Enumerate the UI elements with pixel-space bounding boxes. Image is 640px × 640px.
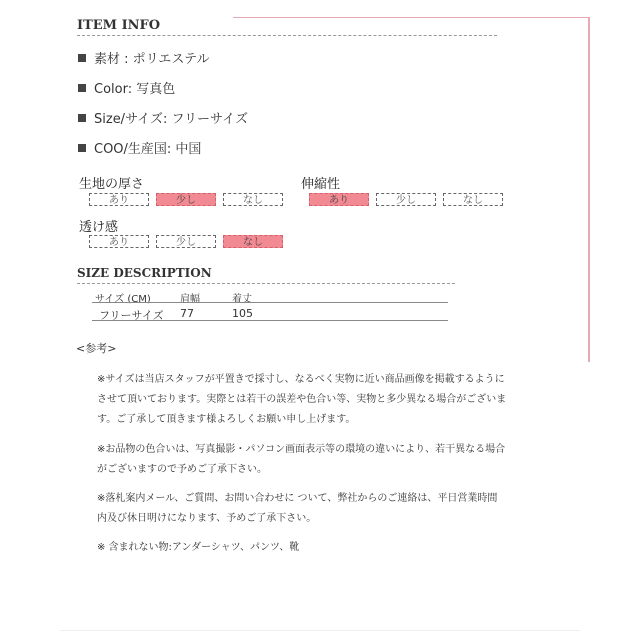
bullet-icon	[78, 144, 86, 152]
info-row-color	[78, 78, 175, 97]
transparency-option-sukoshi: 少し	[156, 235, 216, 248]
transparency-option-ari: あり	[89, 235, 149, 248]
note-not-included: ※ 含まれない物:アンダーシャツ、パンツ、靴	[97, 542, 300, 553]
note-measurement: ※サイズは当店スタッフが平置きで採寸し、なるべく実物に近い商品画像を掲載するようにさせて頂いております。実際とは若干の誤差や色合い等、実物と多少異なる場合がございます。ご了承して頂きます様よろしくお願い申し上げます。	[97, 374, 507, 425]
size-header-length: 着丈	[232, 294, 252, 305]
bullet-icon	[78, 114, 86, 122]
thickness-option-sukoshi: 少し	[156, 193, 216, 206]
bullet-icon	[78, 54, 86, 62]
info-row-size	[78, 108, 248, 127]
info-row-coo	[78, 138, 201, 157]
stretch-option-nashi: なし	[443, 193, 503, 206]
size-cell-shoulder: 77	[180, 307, 194, 320]
transparency-label: 透け感	[79, 220, 119, 235]
decorative-frame-top	[233, 17, 588, 18]
stretch-label: 伸縮性	[301, 177, 341, 192]
info-row-material	[78, 48, 209, 67]
size-cell-length: 105	[232, 307, 253, 320]
stretch-option-sukoshi: 少し	[376, 193, 436, 206]
item-info-divider	[77, 35, 497, 36]
note-color: ※お品物の色合いは、写真撮影・パソコン画面表示等の環境の違いにより、若干異なる場合がございますので予めご了承下さい。	[97, 444, 506, 475]
size-divider	[77, 283, 455, 284]
note-contact: ※落札案内メール、ご質問、お問い合わせに ついて、弊社からのご連絡は、平日営業時間内及び休日明けになります、予めご了承下さい。	[97, 493, 498, 524]
info-material-text: 素材 : ポリエステル	[94, 52, 210, 67]
size-description-title: SIZE DESCRIPTION	[77, 266, 212, 280]
item-info-title: ITEM INFO	[77, 18, 161, 33]
bullet-icon	[78, 84, 86, 92]
decorative-frame-bottom	[60, 630, 580, 631]
size-table-line	[92, 302, 448, 303]
thickness-option-nashi: なし	[223, 193, 283, 206]
reference-label: <参考>	[76, 342, 117, 355]
stretch-option-ari: あり	[309, 193, 369, 206]
size-cell-size: フリーサイズ	[99, 309, 164, 322]
info-color-text: Color: 写真色	[94, 82, 176, 97]
transparency-option-nashi: なし	[223, 235, 283, 248]
size-header-size: サイズ (CM)	[95, 294, 151, 305]
size-header-shoulder: 肩幅	[180, 294, 200, 305]
thickness-label: 生地の厚さ	[79, 177, 145, 192]
info-coo-text: COO/生産国: 中国	[94, 142, 202, 157]
decorative-frame-right	[588, 17, 590, 362]
size-table-line	[92, 320, 448, 321]
info-size-text: Size/サイズ: フリーサイズ	[94, 112, 248, 127]
thickness-option-ari: あり	[89, 193, 149, 206]
